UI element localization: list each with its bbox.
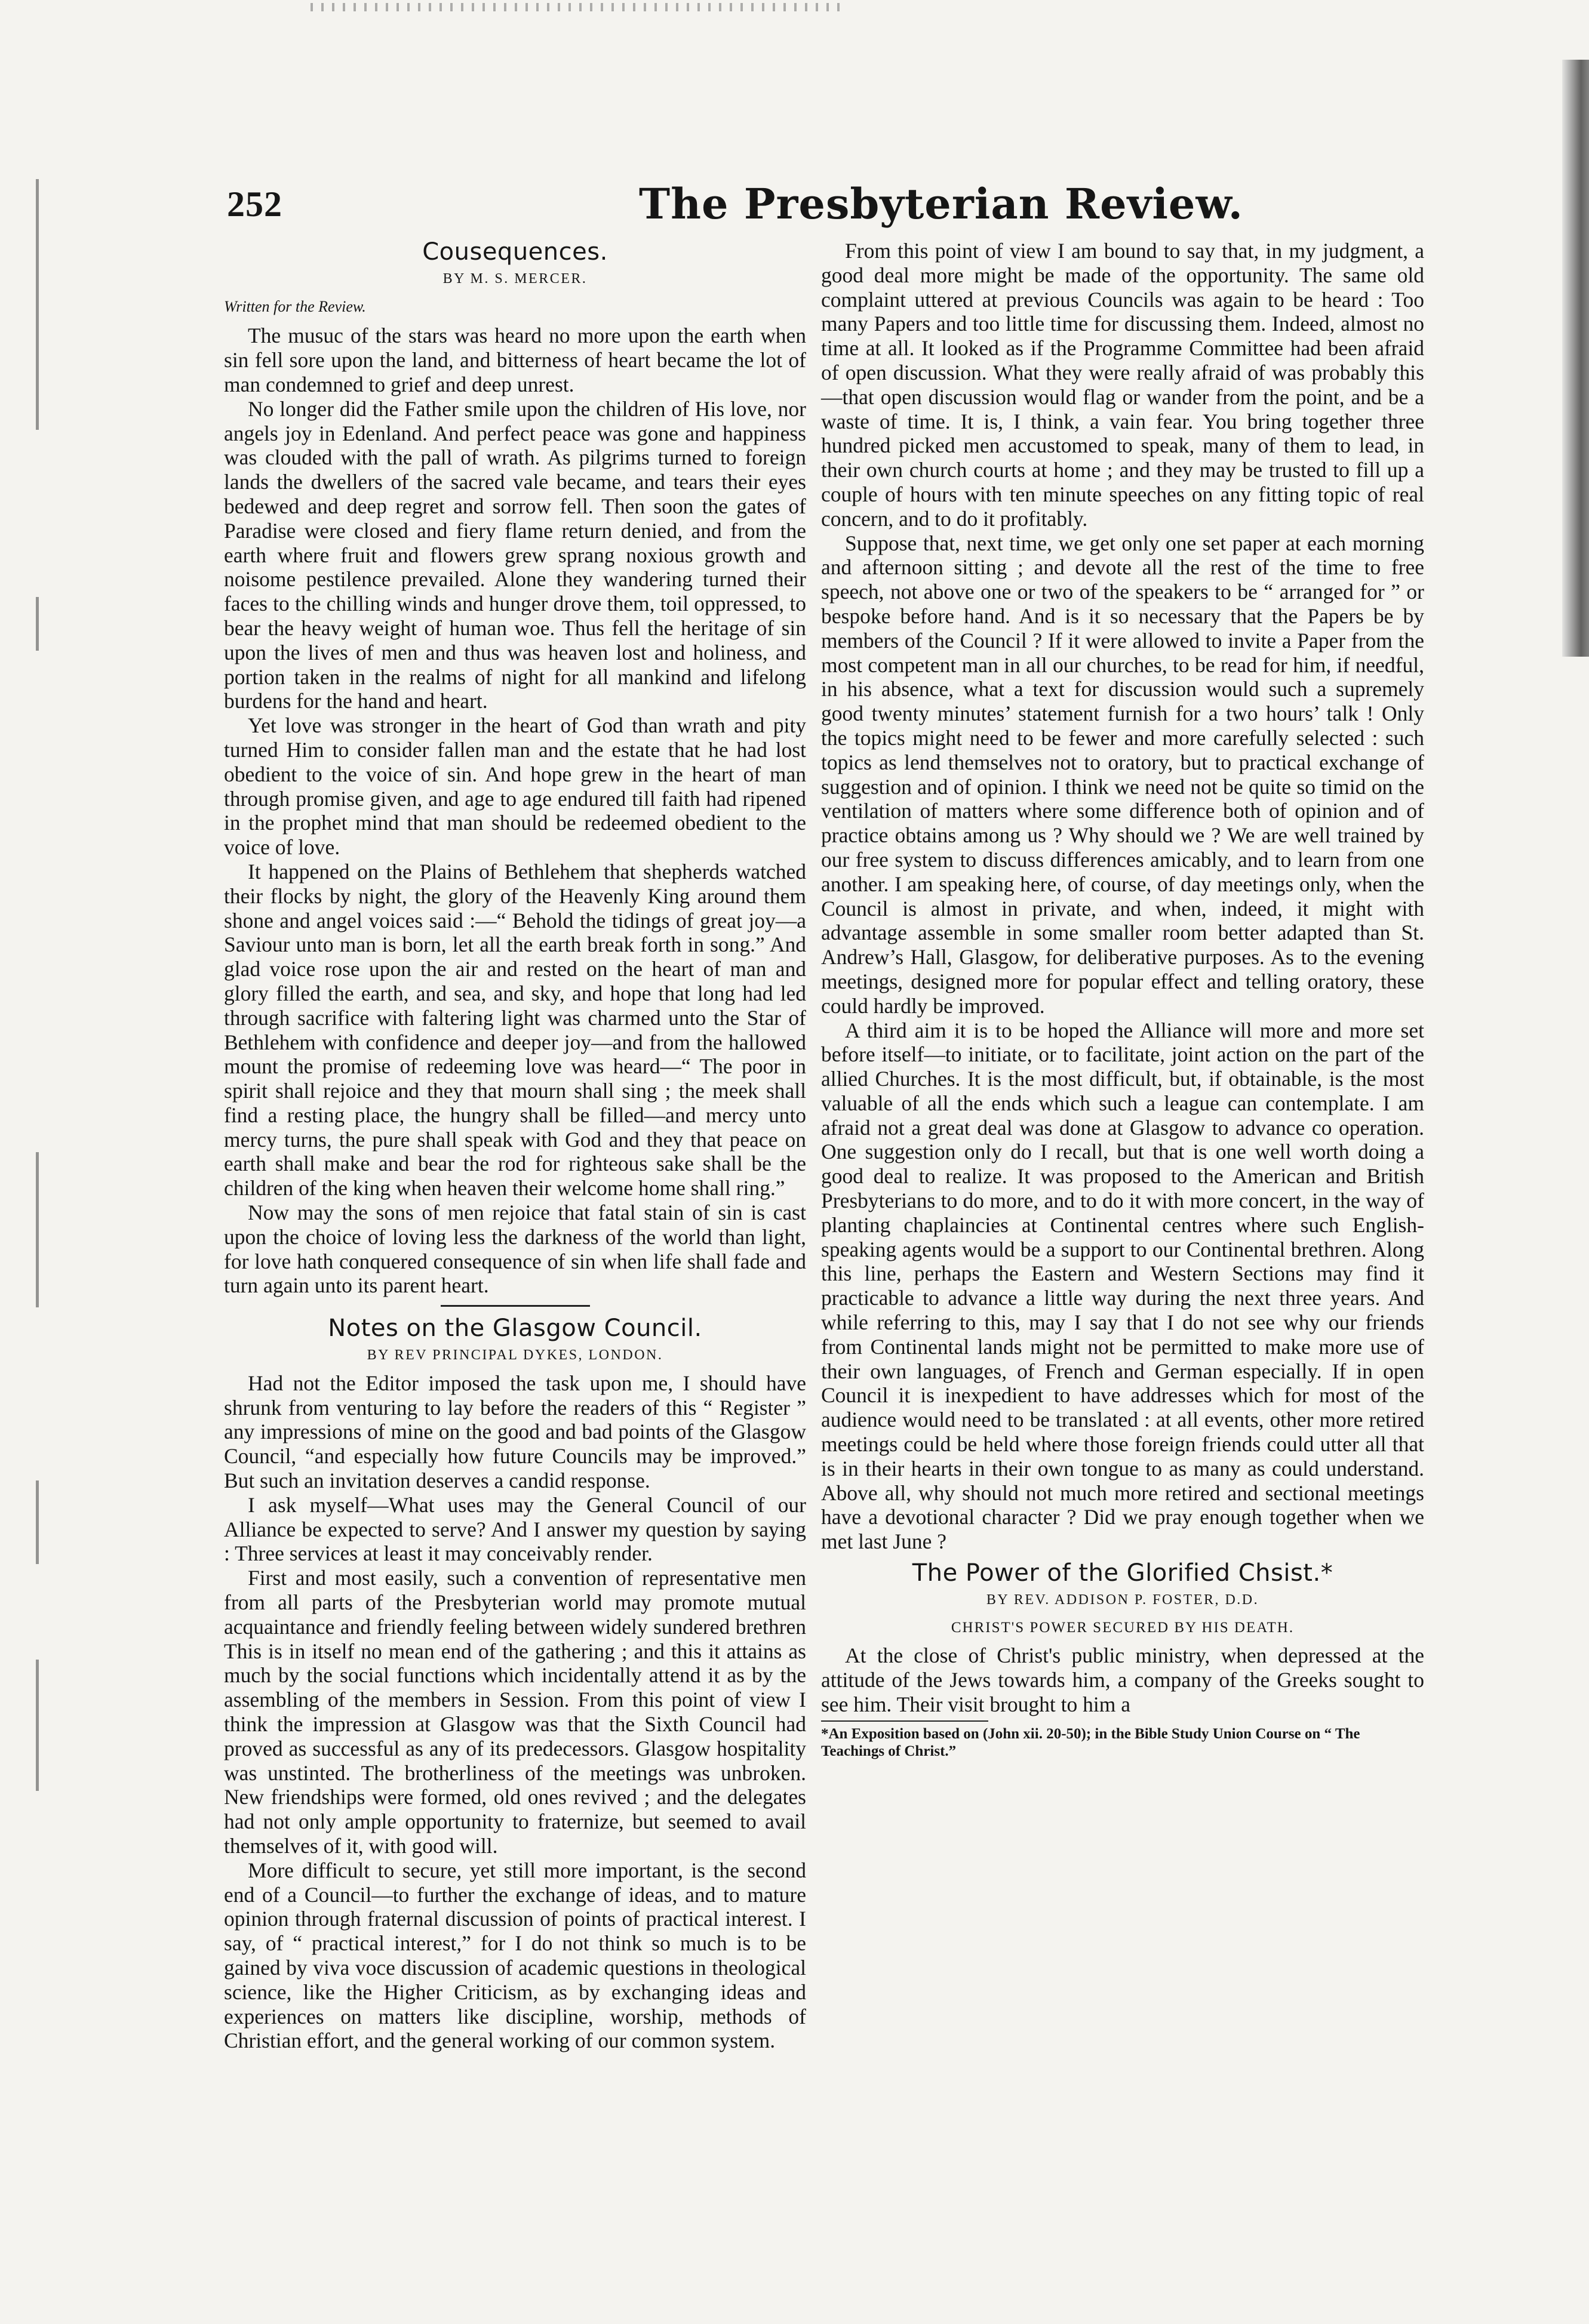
paragraph: First and most easily, such a convention of representative men from all parts of the Presbyterian world may promote mutual acquaintance and friendly feeling between widely sundered brethren This is in itself no mean end of the gathering ; and this it attains as much by the social functions which incidentally attend it as by the assembling of the members in Session. From this point of view I think the impression at Glasgow was that the Sixth Council had proved as successful as any of its predecessors. Glasgow hospitality was unstinted. The brotherliness of the meetings was unbroken. New friendships were formed, old ones revived ; and the delegates had not only ample opportunity to fraternize, but seemed to avail themselves of it, with good will.: [224, 1566, 806, 1858]
article-byline: BY REV. ADDISON P. FOSTER, D.D.: [986, 1592, 1259, 1608]
page-number: 252: [227, 184, 282, 224]
paragraph: A third aim it is to be hoped the Alliance will more and more set before itself—to initiate, or to facilitate, joint action on the part of the allied Churches. It is the most difficult, but, if obtainable, is the most valuable of all the ends which such a league can contemplate. I am afraid not a great deal was done at Glasgow to advance co operation. One suggestion only do I recall, but that is one well worth doing a good deal to realize. It was proposed to the American and British Presbyterians to do more, and to do it with more concert, in the way of planting chaplaincies at Continental centres where such English-speaking agents would be a support to our Continental brethren. Along this line, perhaps the Eastern and Western Sections may find it practicable to advance a little way during the next three years. And while referring to this, may I say that I do not see why our friends from Continental lands might not be permitted to make more use of their own languages, of French and German especially. If in open Council it is inexpedient to have addresses which for most of the audience would need to be translated : at all events, other more retired meetings could be held where those foreign friends could utter all that is in their hearts in their own tongue to as many as could understand. Above all, why should not much more retired and sectional meetings have a devotional character ? Did we pray enough together when we met last June ?: [821, 1018, 1424, 1554]
left-column: [224, 239, 806, 2053]
paragraph: Suppose that, next time, we get only one set paper at each morning and afternoon sitting ; and devote all the rest of the time to free speech, not above one or two of the speakers to be “ arranged for ” or bespoke before hand. And is it so necessary that the Papers be by members of the Council ? If it were allowed to invite a Paper from the most competent man in all our churches, to be read for him, if needful, in his absence, what a text for discussion would such a supremely good twenty minutes’ statement furnish for a two hours’ talk ! Only the topics might need to be fewer and more carefully selected : such topics as lend themselves not to oratory, but to practical exchange of suggestion and of opinion. I think we need not be quite so timid on the ventilation of matters where some difference both of opinion and of practice obtains among us ? Why should we ? We are well trained by our free system to discuss differences amicably, and to learn from one another. I am speaking here, of course, of day meetings only, when the Council is almost in private, and when, indeed, it might with advantage assemble in some smaller room better adapted than St. Andrew’s Hall, Glasgow, for deliberative purposes. As to the evening meetings, designed more for popular effect and telling oratory, these could hardly be improved.: [821, 531, 1424, 1018]
footnote-divider: [821, 1720, 988, 1722]
article-note: Written for the Review.: [224, 297, 366, 315]
scan-edge-right: [1562, 60, 1589, 657]
article-byline: BY M. S. MERCER.: [442, 270, 588, 287]
paragraph: Yet love was stronger in the heart of God than wrath and pity turned Him to consider fallen man and the estate that he had lost obedient to the voice of sin. And hope grew in the heart of man through promise given, and age to age endured till faith had ripened in the prophet mind that man should be redeemed obedient to the voice of love.: [224, 713, 806, 860]
scan-noise-top: [311, 3, 848, 11]
section-divider: [441, 1305, 590, 1307]
article-byline: BY REV PRINCIPAL DYKES, LONDON.: [367, 1347, 663, 1363]
paragraph: More difficult to secure, yet still more important, is the second end of a Council—to further the exchange of ideas, and to mature opinion through fraternal discussion of points of practical interest. I say, of “ practical interest,” for I do not think so much is to be gained by viva voce discussion of academic questions in theological science, like the Higher Criticism, as by exchanging ideas and experiences on matters like discipline, worship, methods of Christian effort, and the general working of our common system.: [224, 1858, 806, 2053]
section-subhead: CHRIST'S POWER SECURED BY HIS DEATH.: [951, 1619, 1295, 1636]
paragraph: It happened on the Plains of Bethlehem that shepherds watched their flocks by night, the glory of the Heavenly King around them shone and angel voices said :—“ Behold the tidings of great joy—a Saviour unto man is born, let all the earth break forth in song.” And glad voice rose upon the air and rested on the heart of man and glory filled the earth, and sea, and sky, and hope that long had led through sacrifice with faltering light was charmed unto the Star of Bethlehem with confidence and deeper joy—and from the hallowed mount the promise of redeeming love was heard—“ The poor in spirit shall rejoice and they that mourn shall sing ; the meek shall find a resting place, the hungry shall be filled—and mercy unto mercy turns, the pure shall speak with God and they that peace on earth shall make and bear the rod for righteous sake shall be the children of the king when heaven their welcome home shall ring.”: [224, 859, 806, 1201]
paragraph: Had not the Editor imposed the task upon me, I should have shrunk from venturing to lay before the readers of this “ Register ” any impressions of mine on the good and bad points of the Glasgow Council, “and especially how future Councils may be improved.” But such an invitation deserves a candid response.: [224, 1371, 806, 1493]
paragraph: The musuc of the stars was heard no more upon the earth when sin fell sore upon the land, and bitterness of heart became the lot of man condemned to grief and deep unrest.: [224, 324, 806, 396]
scan-edge-left: [24, 107, 60, 2018]
paragraph: No longer did the Father smile upon the children of His love, nor angels joy in Edenland. And perfect peace was gone and happiness was clouded with the pall of wrath. As pilgrims turned to foreign lands the dwellers of the sacred vale became, and tears their eyes bedewed and deep regret and sorrow fell. Then soon the gates of Paradise were closed and fiery flame return denied, and from the earth where fruit and flowers grew sprang noxious growth and noisome pestilence prevailed. Alone they wandering turned their faces to the chilling winds and hunger drove them, toil oppressed, to bear the heavy weight of human woe. Thus fell the heritage of sin upon the lives of men and thus was heaven lost and holiness, and portion taken in the realms of night for all mankind and lifelong burdens for the hand and heart.: [224, 396, 806, 713]
paragraph: Now may the sons of men rejoice that fatal stain of sin is cast upon the choice of loving less the darkness of the world than light, for love hath conquered consequence of sin when life shall fade and turn again unto its parent heart.: [224, 1201, 806, 1298]
article-title: Notes on the Glasgow Council.: [328, 1315, 702, 1343]
right-column: [821, 239, 1424, 1760]
footnote: *An Exposition based on (John xii. 20-50); in the Bible Study Union Course on “ The Teachings of Christ.”: [821, 1725, 1360, 1759]
article-title: Cousequences.: [422, 238, 608, 266]
article-title: The Power of the Glorified Chsist.*: [912, 1559, 1333, 1587]
paragraph: At the close of Christ's public ministry, when depressed at the attitude of the Jews towards him, a company of the Greeks sought to see him. Their visit brought to him a: [821, 1643, 1424, 1717]
page-header: [227, 179, 1439, 236]
paragraph: From this point of view I am bound to say that, in my judgment, a good deal more might be made of the opportunity. The same old complaint uttered at previous Councils was again to be heard : Too many Papers and too little time for discussing them. Indeed, almost no time at all. It looked as if the Programme Committee had been afraid of open discussion. What they were really afraid of was probably this—that open discussion would flag or wander from the point, and be a waste of time. It is, I think, a vain fear. You bring together three hundred picked men accustomed to speak, many of them to lead, in their own church courts at home ; and they may be trusted to fill up a couple of hours with ten minute speeches on any fitting topic of real concern, and to do it profitably.: [821, 239, 1424, 531]
journal-title: The Presbyterian Review.: [639, 179, 1244, 229]
paragraph: I ask myself—What uses may the General Council of our Alliance be expected to serve? And I answer my question by saying : Three services at least it may conceivably render.: [224, 1492, 806, 1566]
